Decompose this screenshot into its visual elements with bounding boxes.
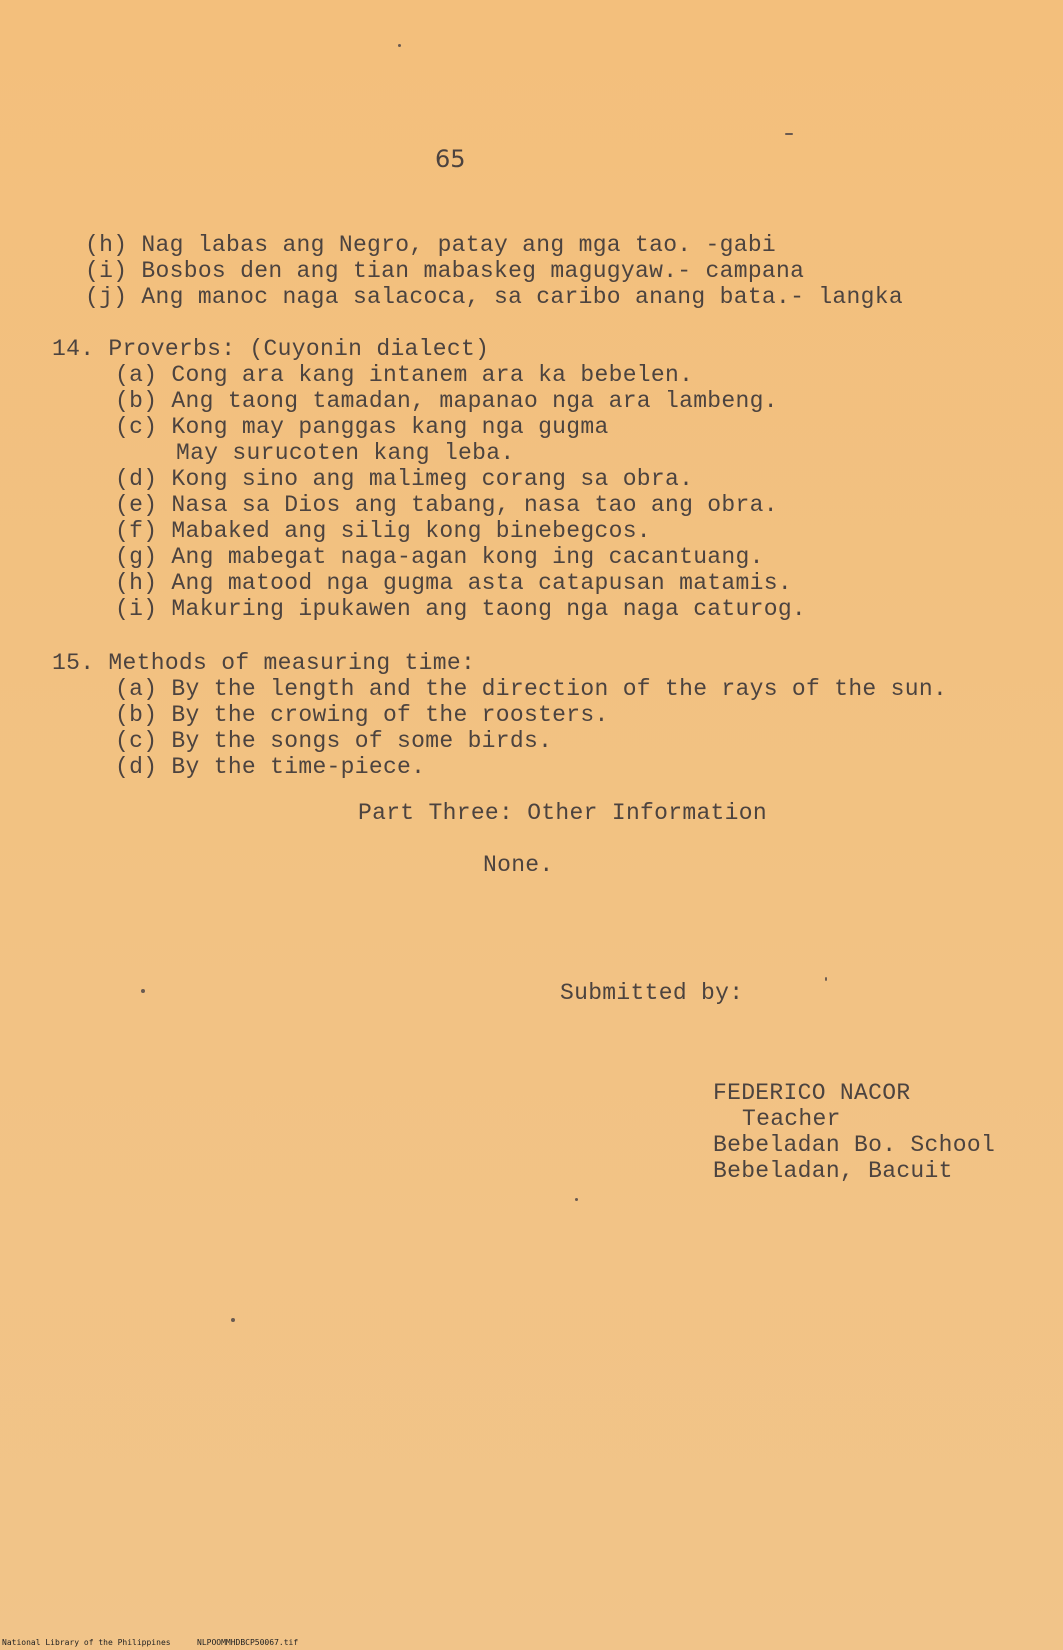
footer-library: National Library of the Philippines [2,1638,171,1647]
method-marker: (a) [115,676,158,702]
riddle-marker: (i) [85,258,128,284]
scan-speck [575,1198,578,1201]
method-d [115,754,425,780]
method-text: By the length and the direction of the rays of the sun. [171,676,948,702]
method-text: By the songs of some birds. [171,728,553,754]
riddle-marker: (h) [85,232,128,258]
method-marker: (d) [115,754,158,780]
methods-heading: 15. Methods of measuring time: [52,650,476,676]
submitter-address: Bebeladan, Bacuit [713,1158,953,1184]
method-marker: (b) [115,702,158,728]
method-c [115,728,552,754]
proverb-marker: (f) [115,518,158,544]
proverb-text: Kong may panggas kang nga gugma [171,414,609,440]
submitter-name: FEDERICO NACOR [713,1080,911,1106]
proverb-text: Ang matood nga gugma asta catapusan matamis. [171,570,792,596]
method-marker: (c) [115,728,158,754]
method-b [115,702,609,728]
proverb-text: Kong sino ang malimeg corang sa obra. [171,466,694,492]
proverb-i [115,596,806,622]
proverb-h [115,570,792,596]
proverb-text: Makuring ipukawen ang taong nga naga caturog. [171,596,807,622]
scan-speck [398,44,401,47]
riddle-i [85,258,804,284]
riddle-marker: (j) [85,284,128,310]
proverb-a [115,362,693,388]
proverb-text: Nasa sa Dios ang tabang, nasa tao ang obra. [171,492,778,518]
riddle-text: Ang manoc naga salacoca, sa caribo anang bata.- langka [141,284,903,310]
proverb-marker: (g) [115,544,158,570]
scan-speck [231,1318,235,1322]
method-a [115,676,947,702]
proverb-text: Ang mabegat naga-agan kong ing cacantuang. [171,544,764,570]
submitted-by-label: Submitted by: [560,980,744,1006]
proverb-c-continued: May surucoten kang leba. [176,440,515,466]
submitter-role: Teacher [742,1106,841,1132]
proverb-e [115,492,778,518]
proverb-marker: (c) [115,414,158,440]
page-number: 65 [435,145,466,173]
scan-speck [785,133,793,135]
proverb-marker: (e) [115,492,158,518]
riddle-h [85,232,776,258]
riddle-j [85,284,903,310]
proverb-b [115,388,778,414]
proverb-d [115,466,693,492]
proverbs-heading: 14. Proverbs: (Cuyonin dialect) [52,336,490,362]
proverb-marker: (a) [115,362,158,388]
method-text: By the crowing of the roosters. [171,702,609,728]
proverb-g [115,544,764,570]
proverb-text: Cong ara kang intanem ara ka bebelen. [171,362,694,388]
part-three-body: None. [483,852,554,878]
scan-speck [825,977,827,981]
proverb-marker: (i) [115,596,158,622]
part-three-heading: Part Three: Other Information [358,800,767,826]
riddle-text: Bosbos den ang tian mabaskeg magugyaw.- campana [141,258,805,284]
method-text: By the time-piece. [171,754,426,780]
proverb-text: Mabaked ang silig kong binebegcos. [171,518,651,544]
proverb-marker: (h) [115,570,158,596]
proverb-f [115,518,651,544]
footer-file-id: NLPOOMMHDBCP50067.tif [197,1638,299,1647]
proverb-text: Ang taong tamadan, mapanao nga ara lambeng. [171,388,778,414]
proverb-c [115,414,609,440]
proverb-marker: (b) [115,388,158,414]
riddle-text: Nag labas ang Negro, patay ang mga tao. -gabi [141,232,777,258]
scan-speck [141,989,145,993]
proverb-marker: (d) [115,466,158,492]
submitter-school: Bebeladan Bo. School [713,1132,996,1158]
